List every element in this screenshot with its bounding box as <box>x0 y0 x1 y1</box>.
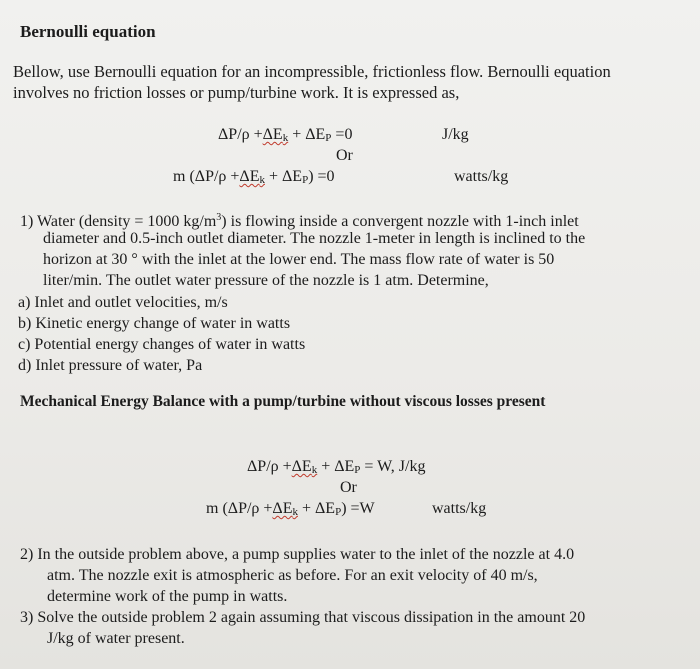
page-title: Bernoulli equation <box>20 22 156 41</box>
eq-kinetic-term <box>239 168 265 185</box>
superscript: 3 <box>216 212 222 223</box>
eq-kinetic-symbol: ΔE <box>239 168 260 185</box>
eq2-unit: watts/kg <box>454 168 509 185</box>
problem-1-part-a: a) Inlet and outlet velocities, m/s <box>18 294 228 311</box>
problem-1-text: ) is flowing inside a convergent nozzle with 1-inch inlet <box>221 213 579 230</box>
eq-potential-subscript: P <box>302 174 309 186</box>
or-label: Or <box>340 479 357 496</box>
problem-1-part-b: b) Kinetic energy change of water in watts <box>18 315 291 332</box>
eq-kinetic-subscript: k <box>311 464 318 476</box>
problem-1-line-2: diameter and 0.5-inch outlet diameter. The nozzle 1-meter in length is inclined to the <box>43 230 586 247</box>
problem-2-line-3: determine work of the pump in watts. <box>47 588 288 605</box>
eq-rhs: =0 <box>331 126 353 143</box>
eq-kinetic-symbol: ΔE <box>262 126 283 143</box>
eq-term: m (ΔP/ρ + <box>173 168 240 185</box>
problem-1-line-3: horizon at 30 ° with the inlet at the lower end. The mass flow rate of water is 50 <box>43 251 555 268</box>
eq-kinetic-symbol: ΔE <box>272 500 293 517</box>
eq-potential-term: + ΔE <box>317 458 355 475</box>
problem-1-part-d: d) Inlet pressure of water, Pa <box>18 357 203 374</box>
eq-potential-subscript: P <box>354 464 361 476</box>
eq-kinetic-term <box>292 458 318 475</box>
eq-rhs: ) =0 <box>308 168 335 185</box>
eq-term: ΔP/ρ + <box>247 458 292 475</box>
eq-rhs: ) =W <box>341 500 375 517</box>
or-label: Or <box>336 147 353 164</box>
energy-balance-power-equation <box>206 500 375 518</box>
eq-potential-term: + ΔE <box>297 500 336 517</box>
problem-2-line-2: atm. The nozzle exit is atmospheric as before. For an exit velocity of 40 m/s, <box>47 567 538 584</box>
problem-1-line-4: liter/min. The outlet water pressure of the nozzle is 1 atm. Determine, <box>43 272 489 289</box>
eq-kinetic-symbol: ΔE <box>291 458 312 475</box>
eq1-unit: J/kg <box>442 126 469 143</box>
eq-potential-subscript: P <box>325 132 332 144</box>
problem-1-text: 1) Water (density = 1000 kg/m <box>20 213 217 230</box>
eq-term: m (ΔP/ρ + <box>206 500 273 517</box>
intro-line-1: Bellow, use Bernoulli equation for an incompressible, frictionless flow. Bernoulli equation <box>13 62 611 81</box>
problem-1-part-c: c) Potential energy changes of water in watts <box>18 336 306 353</box>
eq-potential-term: + ΔE <box>264 168 303 185</box>
eq-kinetic-subscript: k <box>259 174 265 186</box>
eq-kinetic-subscript: k <box>282 132 289 144</box>
eq-rhs: = W, J/kg <box>360 458 426 475</box>
eq-kinetic-term <box>272 500 298 517</box>
eq4-unit: watts/kg <box>432 500 487 517</box>
problem-2-line-1: 2) In the outside problem above, a pump supplies water to the inlet of the nozzle at 4.0 <box>20 546 575 563</box>
eq-kinetic-term <box>263 126 289 143</box>
section-2-title: Mechanical Energy Balance with a pump/turbine without viscous losses present <box>20 393 546 410</box>
intro-line-2: involves no friction losses or pump/turbine work. It is expressed as, <box>13 83 460 102</box>
problem-3-line-1: 3) Solve the outside problem 2 again assuming that viscous dissipation in the amount 20 <box>20 609 586 626</box>
eq-potential-term: + ΔE <box>288 126 326 143</box>
energy-balance-equation <box>247 458 425 476</box>
eq-term: ΔP/ρ + <box>218 126 263 143</box>
bernoulli-power-equation <box>173 168 335 186</box>
bernoulli-equation <box>218 126 352 144</box>
eq-kinetic-subscript: k <box>292 506 298 518</box>
eq-potential-subscript: P <box>335 506 342 518</box>
problem-3-line-2: J/kg of water present. <box>47 630 185 647</box>
